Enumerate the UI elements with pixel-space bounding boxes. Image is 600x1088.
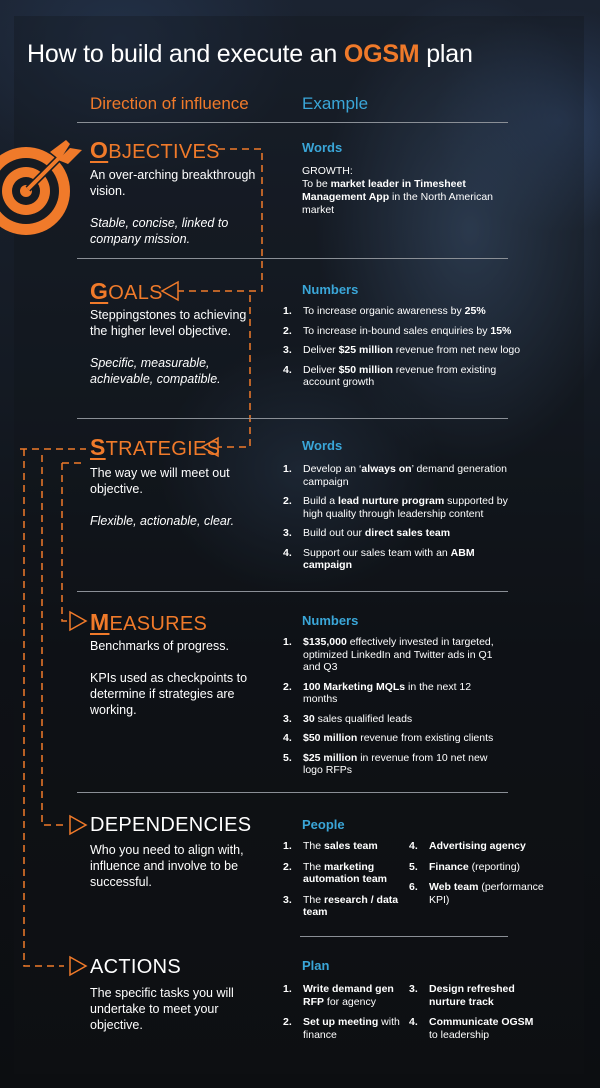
arrow-dependencies-icon [70, 816, 86, 834]
objectives-rest: BJECTIVES [108, 141, 220, 163]
connector-outer [20, 449, 86, 966]
objectives-initial: O [90, 137, 109, 163]
goals-desc: Steppingstones to achieving the higher level objective. [90, 308, 247, 338]
measures-label: Numbers [302, 613, 359, 628]
dependencies-description: Who you need to align with, influence and involve to be successful. [90, 843, 244, 889]
strategies-desc: The way we will meet out objective. [90, 466, 230, 496]
objectives-title [90, 137, 220, 164]
page-title [27, 40, 473, 69]
list-item: 4. Advertising agency [409, 840, 526, 852]
arrow-measures-icon [70, 612, 86, 630]
objectives-desc: An over-arching breakthrough vision. [90, 168, 256, 198]
list-item: 2. Set up meeting with finance [283, 1016, 400, 1041]
divider [77, 418, 508, 419]
arrow-actions-icon [70, 957, 86, 975]
measures-description [90, 638, 265, 718]
list-item: 3. The research / data team [283, 893, 399, 918]
divider [77, 792, 508, 793]
list-item: 2. The marketing automation team [283, 860, 388, 885]
list-item: 3. Deliver $25 million revenue from net new logo [283, 344, 521, 356]
connector-inner [62, 463, 86, 621]
list-item: 2. To increase in-bound sales enquiries by 15% [283, 324, 512, 337]
list-item: 3. Design refreshed nurture track [409, 983, 515, 1008]
objectives-text-post: in the North American market [302, 191, 494, 216]
objectives-description [90, 167, 265, 247]
goals-desc-italic: Specific, measurable, achievable, compatible. [90, 356, 221, 386]
actions-description: The specific tasks you will undertake to meet your objective. [90, 986, 234, 1032]
list-item: 4. Support our sales team with an ABM campaign [283, 546, 475, 571]
list-item: 5. Finance (reporting) [409, 860, 521, 873]
goals-initial: G [90, 278, 109, 304]
dependencies-list-left [283, 840, 401, 919]
list-item: 3. Build out our direct sales team [283, 527, 451, 539]
strategies-list [283, 463, 523, 572]
strategies-label: Words [302, 438, 343, 453]
arrow-goals-icon [162, 282, 178, 300]
list-item: 2. 100 Marketing MQLs in the next 12 months [283, 680, 472, 705]
dependencies-title: DEPENDENCIES [90, 814, 252, 836]
header-example: Example [302, 94, 369, 113]
list-item: 1. Develop an ‘always on’ demand generation campaign [283, 463, 507, 488]
list-item: 4. Deliver $50 million revenue from existing account growth [283, 363, 497, 388]
connector-mid [42, 455, 64, 825]
actions-list-left [283, 983, 401, 1041]
strategies-title [90, 434, 220, 461]
actions-title: ACTIONS [90, 956, 181, 978]
list-item: 6. Web team (performance KPI) [409, 881, 544, 906]
objectives-kicker: GROWTH: [302, 165, 353, 177]
strategies-description [90, 465, 265, 529]
dependencies-list-right [409, 840, 549, 906]
actions-list-right [409, 983, 539, 1041]
objectives-label: Words [302, 140, 343, 155]
list-item: 4. Communicate OGSM to leadership [409, 1016, 534, 1041]
goals-list [283, 305, 523, 389]
goals-title [90, 278, 163, 305]
objectives-desc-italic: Stable, concise, linked to company mission. [90, 216, 229, 246]
measures-desc: Benchmarks of progress. [90, 639, 229, 653]
objectives-text-pre: To be [302, 178, 331, 190]
objectives-text-bold: market leader in Timesheet Management App [302, 178, 466, 203]
title-prefix: How to build and execute an [27, 40, 338, 68]
goals-label: Numbers [302, 282, 359, 297]
divider [300, 936, 508, 937]
header-direction: Direction of influence [90, 94, 249, 113]
strategies-desc-italic: Flexible, actionable, clear. [90, 514, 235, 528]
list-item: 5. $25 million in revenue from 10 net new logo RFPs [283, 751, 488, 776]
measures-rest: EASURES [109, 613, 208, 635]
measures-desc2: KPIs used as checkpoints to determine if strategies are working. [90, 671, 248, 717]
title-highlight: OGSM [343, 40, 420, 68]
dependencies-label: People [302, 817, 345, 832]
goals-rest: OALS [108, 282, 163, 304]
list-item: 1. Write demand gen RFP for agency [283, 983, 394, 1008]
target-icon [0, 140, 82, 235]
list-item: 3. 30 sales qualified leads [283, 712, 413, 725]
measures-title [90, 609, 207, 636]
objectives-example [302, 165, 512, 217]
list-item: 1. $135,000 effectively invested in targeted, optimized LinkedIn and Twitter ads in Q1 and Q3 [283, 636, 494, 673]
strategies-initial: S [90, 434, 106, 460]
measures-initial: M [90, 609, 110, 635]
list-item: 2. Build a lead nurture program supported by high quality through leadership content [283, 495, 508, 520]
actions-label: Plan [302, 958, 330, 973]
list-item: 4. $50 million revenue from existing clients [283, 732, 494, 744]
divider [77, 122, 508, 123]
measures-list [283, 636, 508, 777]
divider [77, 258, 508, 259]
goals-description [90, 307, 265, 387]
list-item: 1. The sales team [283, 840, 378, 852]
list-item: 1. To increase organic awareness by 25% [283, 305, 486, 317]
divider [77, 591, 508, 592]
strategies-rest: TRATEGIES [105, 438, 221, 460]
title-suffix: plan [426, 40, 473, 68]
